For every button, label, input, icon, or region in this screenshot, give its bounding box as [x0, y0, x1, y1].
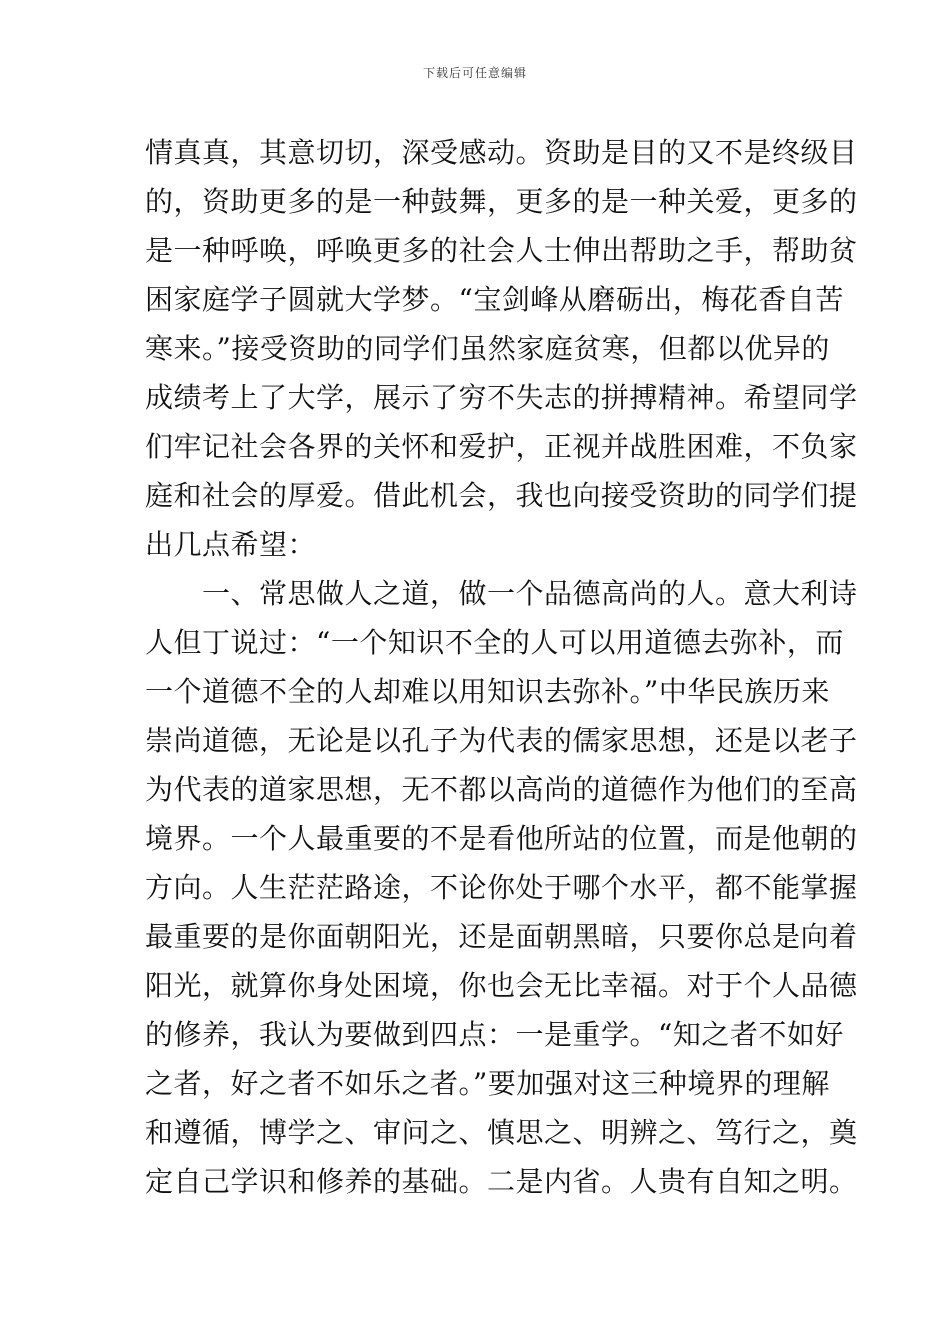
page-header: 下载后可任意编辑 — [422, 66, 527, 80]
text-line: 崇尚道德，无论是以孔子为代表的儒家思想，还是以老子 — [145, 724, 858, 757]
text-line: 一、常思做人之道，做一个品德高尚的人。意大利诗 — [145, 577, 858, 610]
text-line: 们牢记社会各界的关怀和爱护，正视并战胜困难，不负家 — [145, 430, 858, 463]
text-line: 最重要的是你面朝阳光，还是面朝黑暗，只要你总是向着 — [145, 920, 858, 953]
text-line: 阳光，就算你身处困境，你也会无比幸福。对于个人品德 — [145, 969, 858, 1002]
text-line: 定自己学识和修养的基础。二是内省。人贵有自知之明。 — [145, 1165, 858, 1198]
text-line: 方向。人生茫茫路途，不论你处于哪个水平，都不能掌握 — [145, 871, 858, 904]
text-line: 成绩考上了大学，展示了穷不失志的拼搏精神。希望同学 — [145, 381, 858, 414]
text-line: 一个道德不全的人却难以用知识去弥补。”中华民族历来 — [145, 675, 830, 708]
text-line: 之者，好之者不如乐之者。”要加强对这三种境界的理解 — [145, 1067, 830, 1100]
text-line: 情真真，其意切切，深受感动。资助是目的又不是终级目 — [145, 136, 858, 169]
text-line: 是一种呼唤，呼唤更多的社会人士伸出帮助之手，帮助贫 — [145, 234, 858, 267]
text-line: 人但丁说过：“一个知识不全的人可以用道德去弥补，而 — [145, 626, 844, 659]
text-line: 的修养，我认为要做到四点：一是重学。“知之者不如好 — [145, 1018, 844, 1051]
text-line: 出几点希望： — [145, 528, 317, 561]
text-line: 庭和社会的厚爱。借此机会，我也向接受资助的同学们提 — [145, 479, 858, 512]
text-line: 为代表的道家思想，无不都以高尚的道德作为他们的至高 — [145, 773, 858, 806]
text-line: 和遵循，博学之、审问之、慎思之、明辨之、笃行之，奠 — [145, 1116, 858, 1149]
paragraph-1 — [145, 128, 858, 569]
body-text — [145, 128, 858, 1206]
text-line: 境界。一个人最重要的不是看他所站的位置，而是他朝的 — [145, 822, 858, 855]
text-line: 困家庭学子圆就大学梦。“宝剑峰从磨砺出，梅花香自苦 — [145, 283, 844, 316]
paragraph-2 — [145, 569, 858, 1206]
text-line: 寒来。”接受资助的同学们虽然家庭贫寒，但都以优异的 — [145, 332, 830, 365]
text-line: 的，资助更多的是一种鼓舞，更多的是一种关爱，更多的 — [145, 185, 858, 218]
